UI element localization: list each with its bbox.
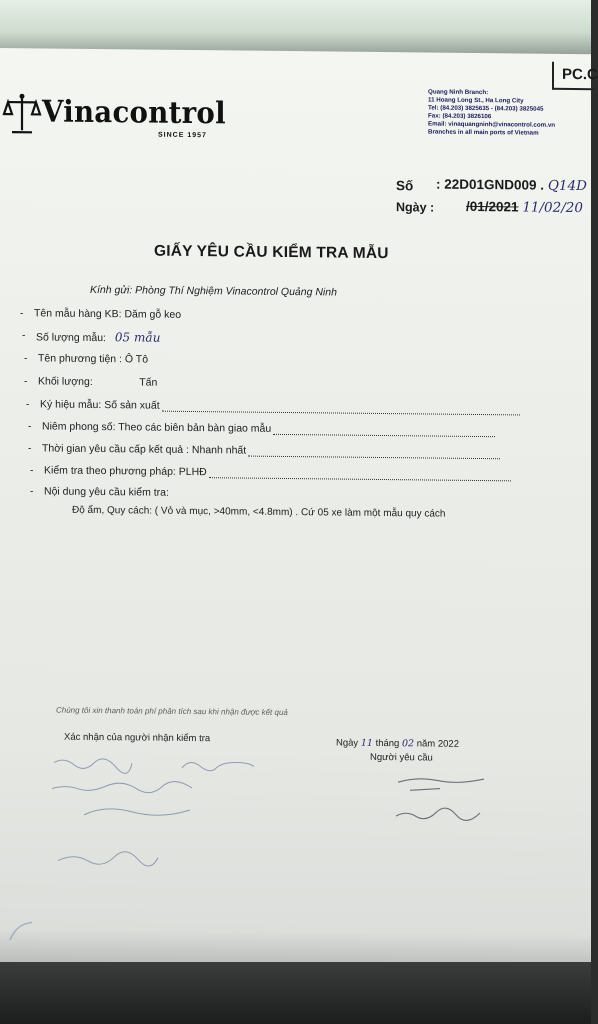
field-content: - Nội dung yêu cầu kiểm tra: <box>30 485 169 499</box>
branch-line: Branches in all main ports of Vietnam <box>428 128 539 138</box>
monitor-bezel-bottom <box>0 962 591 1024</box>
field-label: Ký hiệu mẫu: Số sản xuất <box>40 398 160 412</box>
date-label: Ngày : <box>396 200 435 215</box>
field-method: - Kiểm tra theo phương pháp: PLHĐ <box>44 464 511 481</box>
requester-label: Người yêu cầu <box>370 751 433 764</box>
date-line-day: 11 <box>360 737 373 749</box>
branch-line: 11 Hoang Long St., Ha Long City <box>428 96 524 105</box>
date-line-prefix: Ngày <box>336 737 359 749</box>
vinacontrol-logo <box>4 92 244 155</box>
date-value <box>466 199 583 216</box>
field-label: Niêm phong số: Theo các biên bản bàn giao mẫu <box>42 420 272 435</box>
field-label: Nội dung yêu cầu kiểm tra: <box>44 485 169 499</box>
branch-line: Email: vinaquangninh@vinacontrol.com.vn <box>428 120 556 130</box>
date-line-mid: tháng <box>375 737 400 750</box>
sign-date-line <box>336 738 459 750</box>
branch-line: Fax: (84.203) 3826106 <box>428 112 492 121</box>
date-line-suffix: năm 2022 <box>416 738 459 750</box>
field-result-time: - Thời gian yêu cầu cấp kết quả : Nhanh nhất <box>42 442 500 459</box>
field-label: Tên mẫu hàng KB: Dăm gỗ keo <box>34 307 182 321</box>
pc-code: PC.C <box>562 65 598 84</box>
field-handwritten: 05 mẫu <box>114 330 161 345</box>
branch-line: Quang Ninh Branch: <box>428 88 489 97</box>
field-label: Số lượng mẫu: <box>36 331 106 345</box>
pc-code-box <box>552 62 598 90</box>
field-label: Khối lượng: Tấn <box>38 375 158 389</box>
field-weight: - Khối lượng: Tấn <box>24 375 158 389</box>
recipient-line: Kính gửi: Phòng Thí Nghiệm Vinacontrol Quảng Ninh <box>90 283 337 299</box>
field-label: Kiểm tra theo phương pháp: PLHĐ <box>44 464 207 479</box>
date-printed: /01/2021 <box>466 198 519 215</box>
receiver-signature <box>48 749 288 882</box>
field-sample-code: - Ký hiệu mẫu: Số sản xuất <box>40 398 520 415</box>
requester-signature <box>390 772 510 833</box>
field-label: Tên phương tiện : Ô Tô <box>38 352 149 366</box>
payment-note: Chúng tôi xin thanh toán phí phân tích sau khi nhận được kết quả <box>56 705 288 718</box>
scales-logo-icon <box>4 92 40 136</box>
receiver-label: Xác nhận của người nhận kiểm tra <box>64 731 211 745</box>
number-handwritten: Q14D <box>547 177 587 195</box>
number-label: Số <box>396 178 414 194</box>
branch-line: Tel: (84.203) 3825635 - (84.203) 3825045 <box>428 104 544 113</box>
field-sample-name: - Tên mẫu hàng KB: Dăm gỗ keo <box>20 307 182 321</box>
field-label: Thời gian yêu cầu cấp kết quả : Nhanh nhất <box>42 442 247 457</box>
requirement-text: Độ ẩm, Quy cách: ( Vỏ và mục, >40mm, <4.8mm) . Cứ 05 xe làm một mẫu quy cách <box>72 504 446 520</box>
number-printed: : 22D01GND009 . <box>436 176 545 193</box>
number-value <box>436 177 587 195</box>
date-line-month: 02 <box>401 738 415 750</box>
document-page <box>0 48 598 979</box>
date-handwritten: 11/02/20 <box>522 199 583 217</box>
branch-info <box>428 88 598 138</box>
brand-since: SINCE 1957 <box>158 131 207 140</box>
field-vehicle: - Tên phương tiện : Ô Tô <box>24 352 149 366</box>
field-sample-quantity: - Số lượng mẫu: 05 mẫu <box>22 329 161 345</box>
field-seal: - Niêm phong số: Theo các biên bản bàn giao mẫu <box>42 420 495 437</box>
brand-name: Vinacontrol <box>42 94 226 132</box>
document-title: GIẤY YÊU CẦU KIỂM TRA MẪU <box>154 242 389 263</box>
